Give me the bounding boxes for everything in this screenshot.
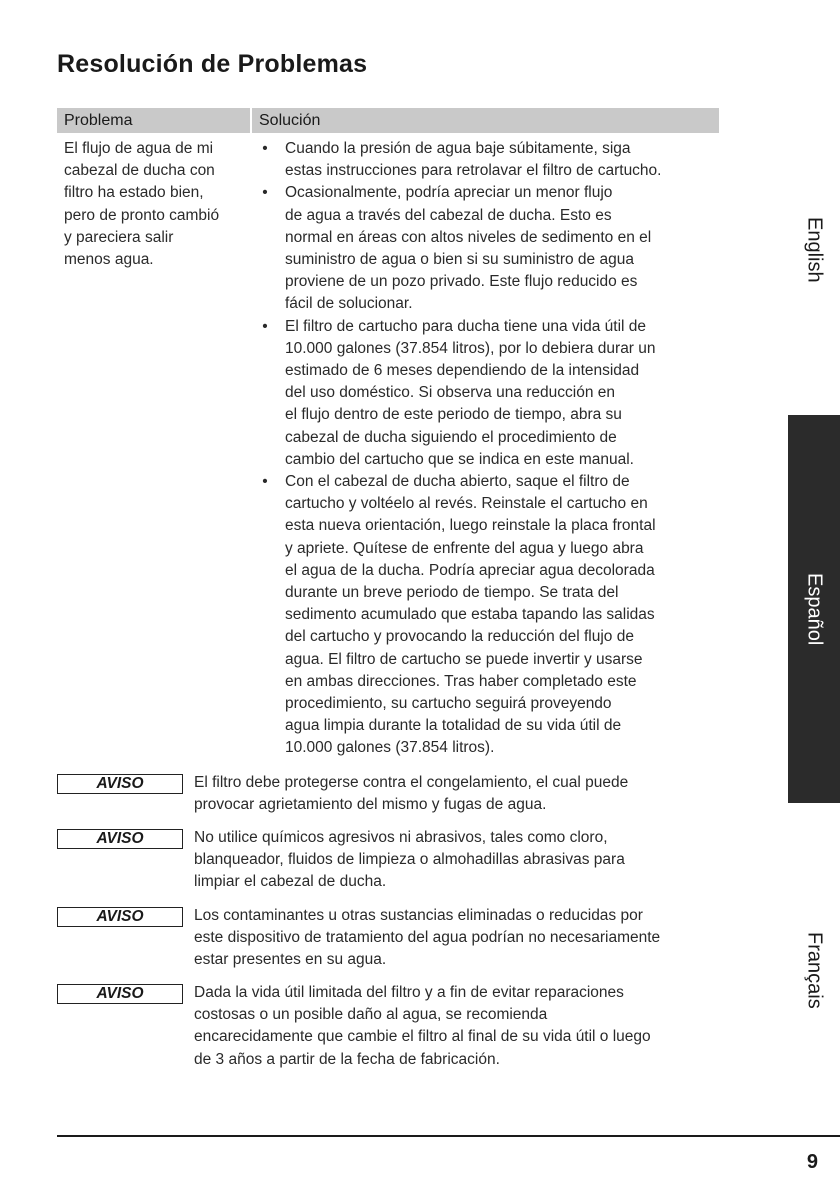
solution-list [252, 138, 719, 760]
notice-text [194, 827, 719, 894]
solution-line: fácil de solucionar. [285, 295, 413, 313]
problem-line: menos agua. [64, 251, 154, 269]
side-tab-label: English [803, 217, 826, 283]
notice-line: este dispositivo de tratamiento del agua podrían no necesariamente [194, 929, 661, 947]
notice-label: AVISO [57, 829, 183, 849]
solution-line: procedimiento, su cartucho seguirá proveyendo [285, 695, 612, 713]
table-header [57, 108, 719, 133]
table-row [57, 133, 719, 760]
notice-block [57, 772, 719, 816]
notice-line: de 3 años a partir de la fecha de fabricación. [194, 1050, 500, 1068]
solution-line: sedimento acumulado que estaba tapando las salidas [285, 606, 655, 624]
notice-line: encarecidamente que cambie el filtro al final de su vida útil o luego [194, 1028, 651, 1046]
solution-line: cartucho y voltéelo al revés. Reinstale el cartucho en [285, 495, 648, 513]
solution-line: esta nueva orientación, luego reinstale la placa frontal [285, 517, 656, 535]
side-tab-label: Español [803, 572, 826, 646]
side-tab-english[interactable] [788, 175, 840, 325]
solution-column-header: Solución [252, 108, 719, 133]
bullet-icon: • [262, 184, 268, 202]
solution-line: agua. El filtro de cartucho se puede invertir y usarse [285, 650, 643, 668]
solution-item [252, 138, 719, 182]
footer-divider [57, 1135, 840, 1137]
notice-block [57, 982, 719, 1071]
solution-line: suministro de agua o bien si su suministro de agua [285, 251, 634, 269]
solution-line: el flujo dentro de este periodo de tiempo, abra su [285, 406, 622, 424]
solution-line: del uso doméstico. Si observa una reducción en [285, 384, 616, 402]
problem-line: pero de pronto cambió [64, 206, 220, 224]
solution-line: proviene de un pozo privado. Este flujo reducido es [285, 273, 638, 291]
notice-block [57, 827, 719, 894]
notice-line: blanqueador, fluidos de limpieza o almohadillas abrasivas para [194, 851, 625, 869]
solution-line: durante un breve periodo de tiempo. Se trata del [285, 584, 619, 602]
solution-line: El filtro de cartucho para ducha tiene una vida útil de [285, 317, 647, 335]
problem-line: El flujo de agua de mi [64, 140, 214, 157]
solution-line: del cartucho y provocando la reducción del flujo de [285, 628, 634, 646]
notice-text [194, 982, 719, 1071]
bullet-icon: • [262, 317, 268, 335]
solution-line: el agua de la ducha. Podría apreciar agua decolorada [285, 561, 655, 579]
solution-line: 10.000 galones (37.854 litros). [285, 739, 495, 757]
solution-line: Ocasionalmente, podría apreciar un menor flujo [285, 184, 613, 202]
notice-label: AVISO [57, 907, 183, 927]
solution-item [252, 471, 719, 760]
problem-line: y pareciera salir [64, 228, 174, 246]
solution-item [252, 182, 719, 315]
notice-text [194, 772, 719, 816]
notice-line: Los contaminantes u otras sustancias eliminadas o reducidas por [194, 907, 643, 924]
problem-line: filtro ha estado bien, [64, 184, 204, 202]
bullet-icon: • [262, 473, 268, 491]
notice-label: AVISO [57, 774, 183, 794]
notice-label: AVISO [57, 984, 183, 1004]
side-tab-espanol[interactable] [788, 415, 840, 803]
troubleshooting-table [57, 108, 719, 760]
notice-line: limpiar el cabezal de ducha. [194, 873, 387, 891]
notice-line: costosas o un posible daño al agua, se recomienda [194, 1006, 548, 1024]
solution-cell [252, 133, 719, 760]
problem-line: cabezal de ducha con [64, 162, 215, 180]
problem-column-header: Problema [57, 108, 250, 133]
solution-line: de agua a través del cabezal de ducha. Esto es [285, 206, 612, 224]
page-title: Resolución de Problemas [57, 50, 368, 78]
solution-line: Cuando la presión de agua baje súbitamente, siga [285, 140, 631, 157]
problem-cell [57, 133, 252, 760]
solution-line: normal en áreas con altos niveles de sedimento en el [285, 228, 652, 246]
solution-line: estas instrucciones para retrolavar el filtro de cartucho. [285, 162, 662, 180]
notice-line: El filtro debe protegerse contra el congelamiento, el cual puede [194, 774, 629, 791]
solution-line: estimado de 6 meses dependiendo de la intensidad [285, 362, 640, 380]
notice-line: estar presentes en su agua. [194, 951, 387, 969]
notice-line: Dada la vida útil limitada del filtro y a fin de evitar reparaciones [194, 984, 624, 1001]
solution-item [252, 316, 719, 471]
notice-line: provocar agrietamiento del mismo y fugas de agua. [194, 796, 547, 814]
notice-text [194, 905, 719, 972]
solution-line: cambio del cartucho que se indica en este manual. [285, 450, 634, 468]
side-tab-francais[interactable] [788, 895, 840, 1045]
solution-line: 10.000 galones (37.854 litros), por lo debiera durar un [285, 339, 656, 357]
notice-block [57, 905, 719, 972]
page-number: 9 [806, 1151, 818, 1173]
bullet-icon: • [262, 140, 268, 157]
solution-line: y apriete. Quítese de enfrente del agua y luego abra [285, 539, 644, 557]
solution-line: en ambas direcciones. Tras haber completado este [285, 672, 637, 690]
solution-line: cabezal de ducha siguiendo el procedimiento de [285, 428, 617, 446]
solution-line: Con el cabezal de ducha abierto, saque el filtro de [285, 473, 630, 491]
side-tab-label: Français [803, 931, 826, 1009]
solution-line: agua limpia durante la totalidad de su vida útil de [285, 717, 622, 735]
notice-line: No utilice químicos agresivos ni abrasivos, tales como cloro, [194, 829, 608, 846]
